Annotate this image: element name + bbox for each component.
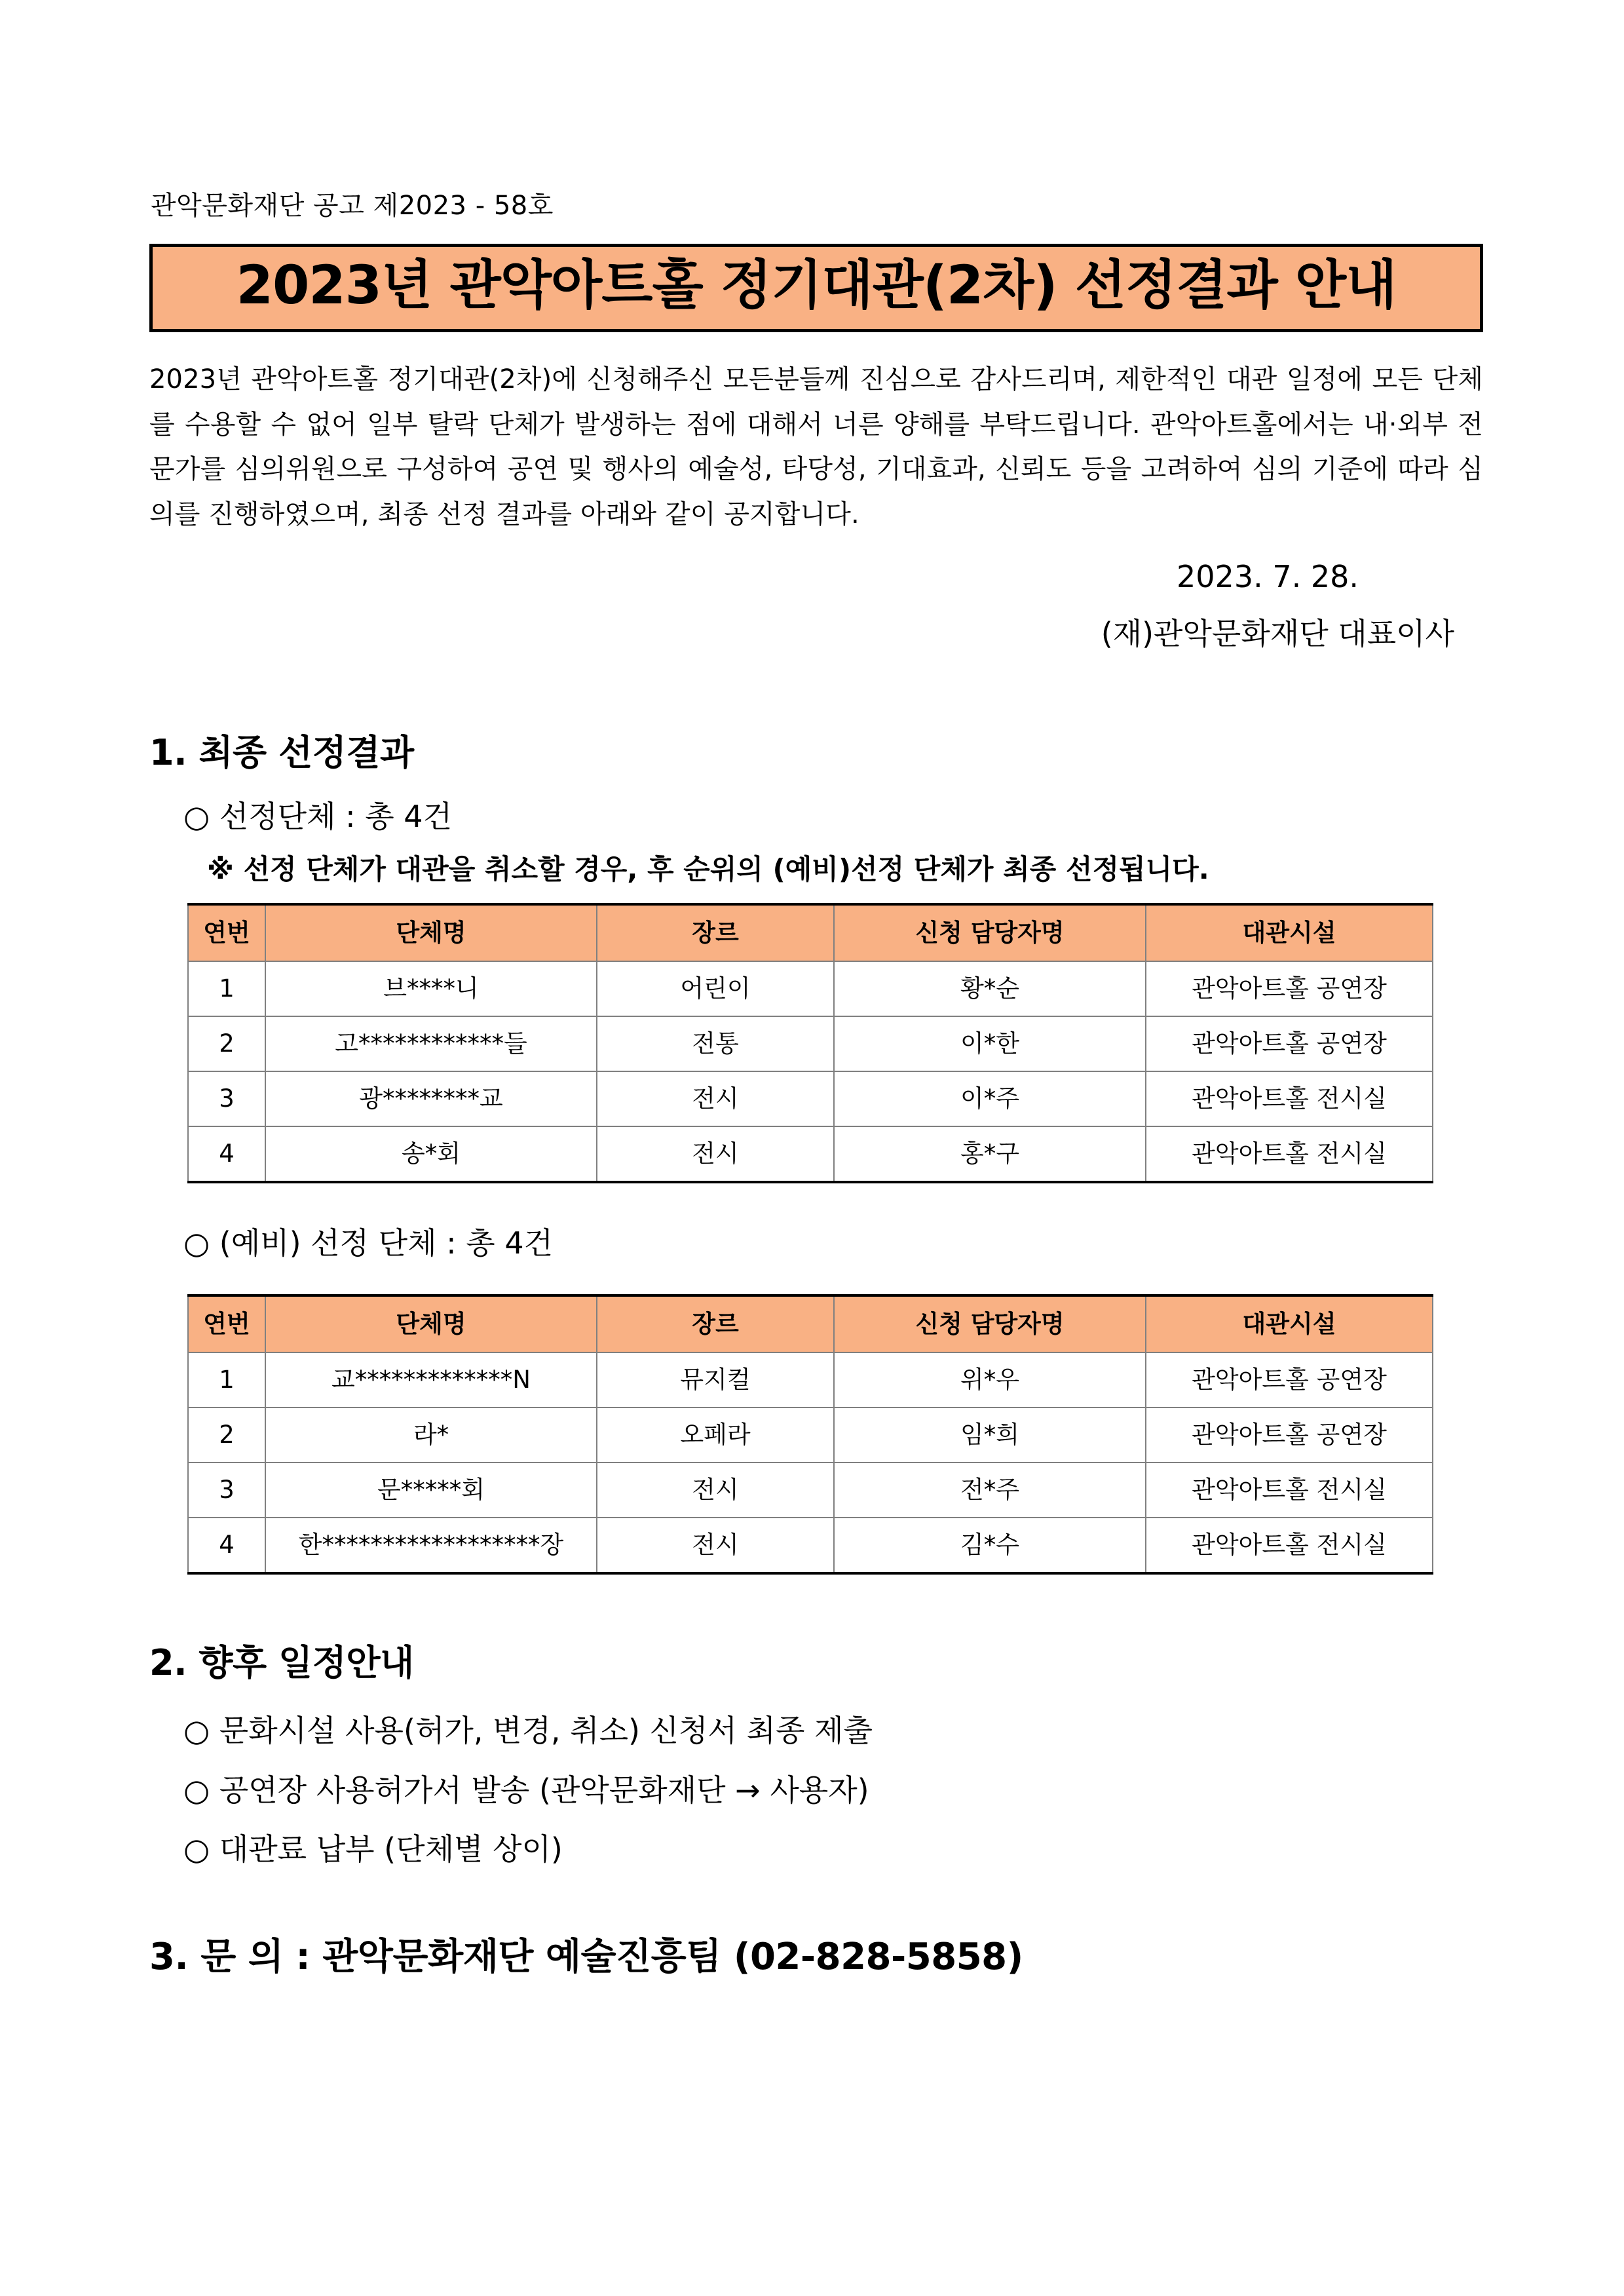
title-banner [149, 244, 1483, 332]
cell-no: 4 [188, 1518, 265, 1573]
schedule-list [149, 1709, 1483, 1871]
cell-person: 이*주 [834, 1071, 1146, 1126]
cell-genre: 뮤지컬 [597, 1352, 834, 1407]
column-header-venue: 대관시설 [1146, 904, 1433, 961]
issue-date: 2023. 7. 28. [1177, 558, 1359, 594]
cell-genre: 전통 [597, 1016, 834, 1071]
cell-venue: 관악아트홀 공연장 [1146, 1407, 1433, 1463]
table-row [188, 1518, 1433, 1573]
cell-no: 1 [188, 1352, 265, 1407]
cell-person: 홍*구 [834, 1126, 1146, 1182]
table-header-row [188, 904, 1433, 961]
table-row [188, 961, 1433, 1016]
column-header-no: 연번 [188, 904, 265, 961]
cell-person: 전*주 [834, 1463, 1146, 1518]
reserve-organizations-table-block [149, 1294, 1483, 1575]
notice-number: 관악문화재단 공고 제2023 - 58호 [151, 191, 554, 221]
schedule-item-2: ○ 공연장 사용허가서 발송 (관악문화재단 → 사용자) [183, 1772, 869, 1808]
page-title: 2023년 관악아트홀 정기대관(2차) 선정결과 안내 [236, 255, 1397, 316]
spacer [149, 1183, 1483, 1221]
cell-genre: 전시 [597, 1071, 834, 1126]
column-header-venue: 대관시설 [1146, 1295, 1433, 1352]
table-row [188, 1071, 1433, 1126]
cell-no: 3 [188, 1463, 265, 1518]
selected-organizations-table-block [149, 903, 1483, 1183]
spacer [149, 1272, 1483, 1294]
cell-org: 광********교 [265, 1071, 597, 1126]
intro-paragraph: 2023년 관악아트홀 정기대관(2차)에 신청해주신 모든분들께 진심으로 감사드리며, 제한적인 대관 일정에 모든 단체를 수용할 수 없어 일부 탈락 단체가 발생하는 점에 대해서 너른 양해를 부탁드립니다. 관악아트홀에서는 내·외부 전문가를 심의위원으로 구성하여 공연 및 행사의 예술성, 타당성, 기대효과, 신뢰도 등을 고려하여 심의 기준에 따라 심의를 진행하였으며, 최종 선정 결과를 아래와 같이 공지합니다. [149, 364, 1483, 530]
cell-no: 2 [188, 1407, 265, 1463]
issuer-name: (재)관악문화재단 대표이사 [1101, 615, 1454, 651]
selected-count-bullet: ○ 선정단체 : 총 4건 [183, 798, 453, 834]
cell-org: 문*****회 [265, 1463, 597, 1518]
column-header-org: 단체명 [265, 1295, 597, 1352]
cell-org: 교*************N [265, 1352, 597, 1407]
cell-org: 송*회 [265, 1126, 597, 1182]
section-2-heading: 2. 향후 일정안내 [149, 1642, 414, 1684]
cell-no: 3 [188, 1071, 265, 1126]
cell-venue: 관악아트홀 공연장 [1146, 1016, 1433, 1071]
cell-person: 김*수 [834, 1518, 1146, 1573]
selected-organizations-table [187, 903, 1433, 1183]
column-header-genre: 장르 [597, 904, 834, 961]
cell-genre: 오페라 [597, 1407, 834, 1463]
cell-venue: 관악아트홀 전시실 [1146, 1463, 1433, 1518]
table-row [188, 1463, 1433, 1518]
cell-no: 1 [188, 961, 265, 1016]
cell-person: 임*희 [834, 1407, 1146, 1463]
cell-venue: 관악아트홀 전시실 [1146, 1518, 1433, 1573]
cell-person: 위*우 [834, 1352, 1146, 1407]
cell-org: 고************들 [265, 1016, 597, 1071]
reserve-count-bullet: ○ (예비) 선정 단체 : 총 4건 [183, 1225, 554, 1261]
cell-org: 라* [265, 1407, 597, 1463]
cell-org: 한******************장 [265, 1518, 597, 1573]
table-row [188, 1016, 1433, 1071]
table-row [188, 1126, 1433, 1182]
section-1-heading: 1. 최종 선정결과 [149, 731, 414, 773]
column-header-genre: 장르 [597, 1295, 834, 1352]
column-header-person: 신청 담당자명 [834, 1295, 1146, 1352]
table-row [188, 1352, 1433, 1407]
table-row [188, 1407, 1433, 1463]
column-header-person: 신청 담당자명 [834, 904, 1146, 961]
section-3-heading: 3. 문 의 : 관악문화재단 예술진흥팀 (02-828-5858) [149, 1936, 1023, 1979]
schedule-item-3: ○ 대관료 납부 (단체별 상이) [183, 1831, 563, 1867]
selection-note: ※ 선정 단체가 대관을 취소할 경우, 후 순위의 (예비)선정 단체가 최종 선정됩니다. [207, 852, 1209, 885]
cell-venue: 관악아트홀 전시실 [1146, 1071, 1433, 1126]
column-header-org: 단체명 [265, 904, 597, 961]
table-header-row [188, 1295, 1433, 1352]
reserve-organizations-table [187, 1294, 1433, 1575]
cell-genre: 전시 [597, 1518, 834, 1573]
cell-person: 황*순 [834, 961, 1146, 1016]
cell-genre: 전시 [597, 1126, 834, 1182]
signature-block [149, 554, 1483, 657]
column-header-no: 연번 [188, 1295, 265, 1352]
cell-no: 2 [188, 1016, 265, 1071]
cell-person: 이*한 [834, 1016, 1146, 1071]
cell-genre: 전시 [597, 1463, 834, 1518]
cell-venue: 관악아트홀 공연장 [1146, 1352, 1433, 1407]
schedule-item-1: ○ 문화시설 사용(허가, 변경, 취소) 신청서 최종 제출 [183, 1713, 873, 1749]
cell-genre: 어린이 [597, 961, 834, 1016]
cell-venue: 관악아트홀 공연장 [1146, 961, 1433, 1016]
cell-org: 브****니 [265, 961, 597, 1016]
cell-no: 4 [188, 1126, 265, 1182]
cell-venue: 관악아트홀 전시실 [1146, 1126, 1433, 1182]
